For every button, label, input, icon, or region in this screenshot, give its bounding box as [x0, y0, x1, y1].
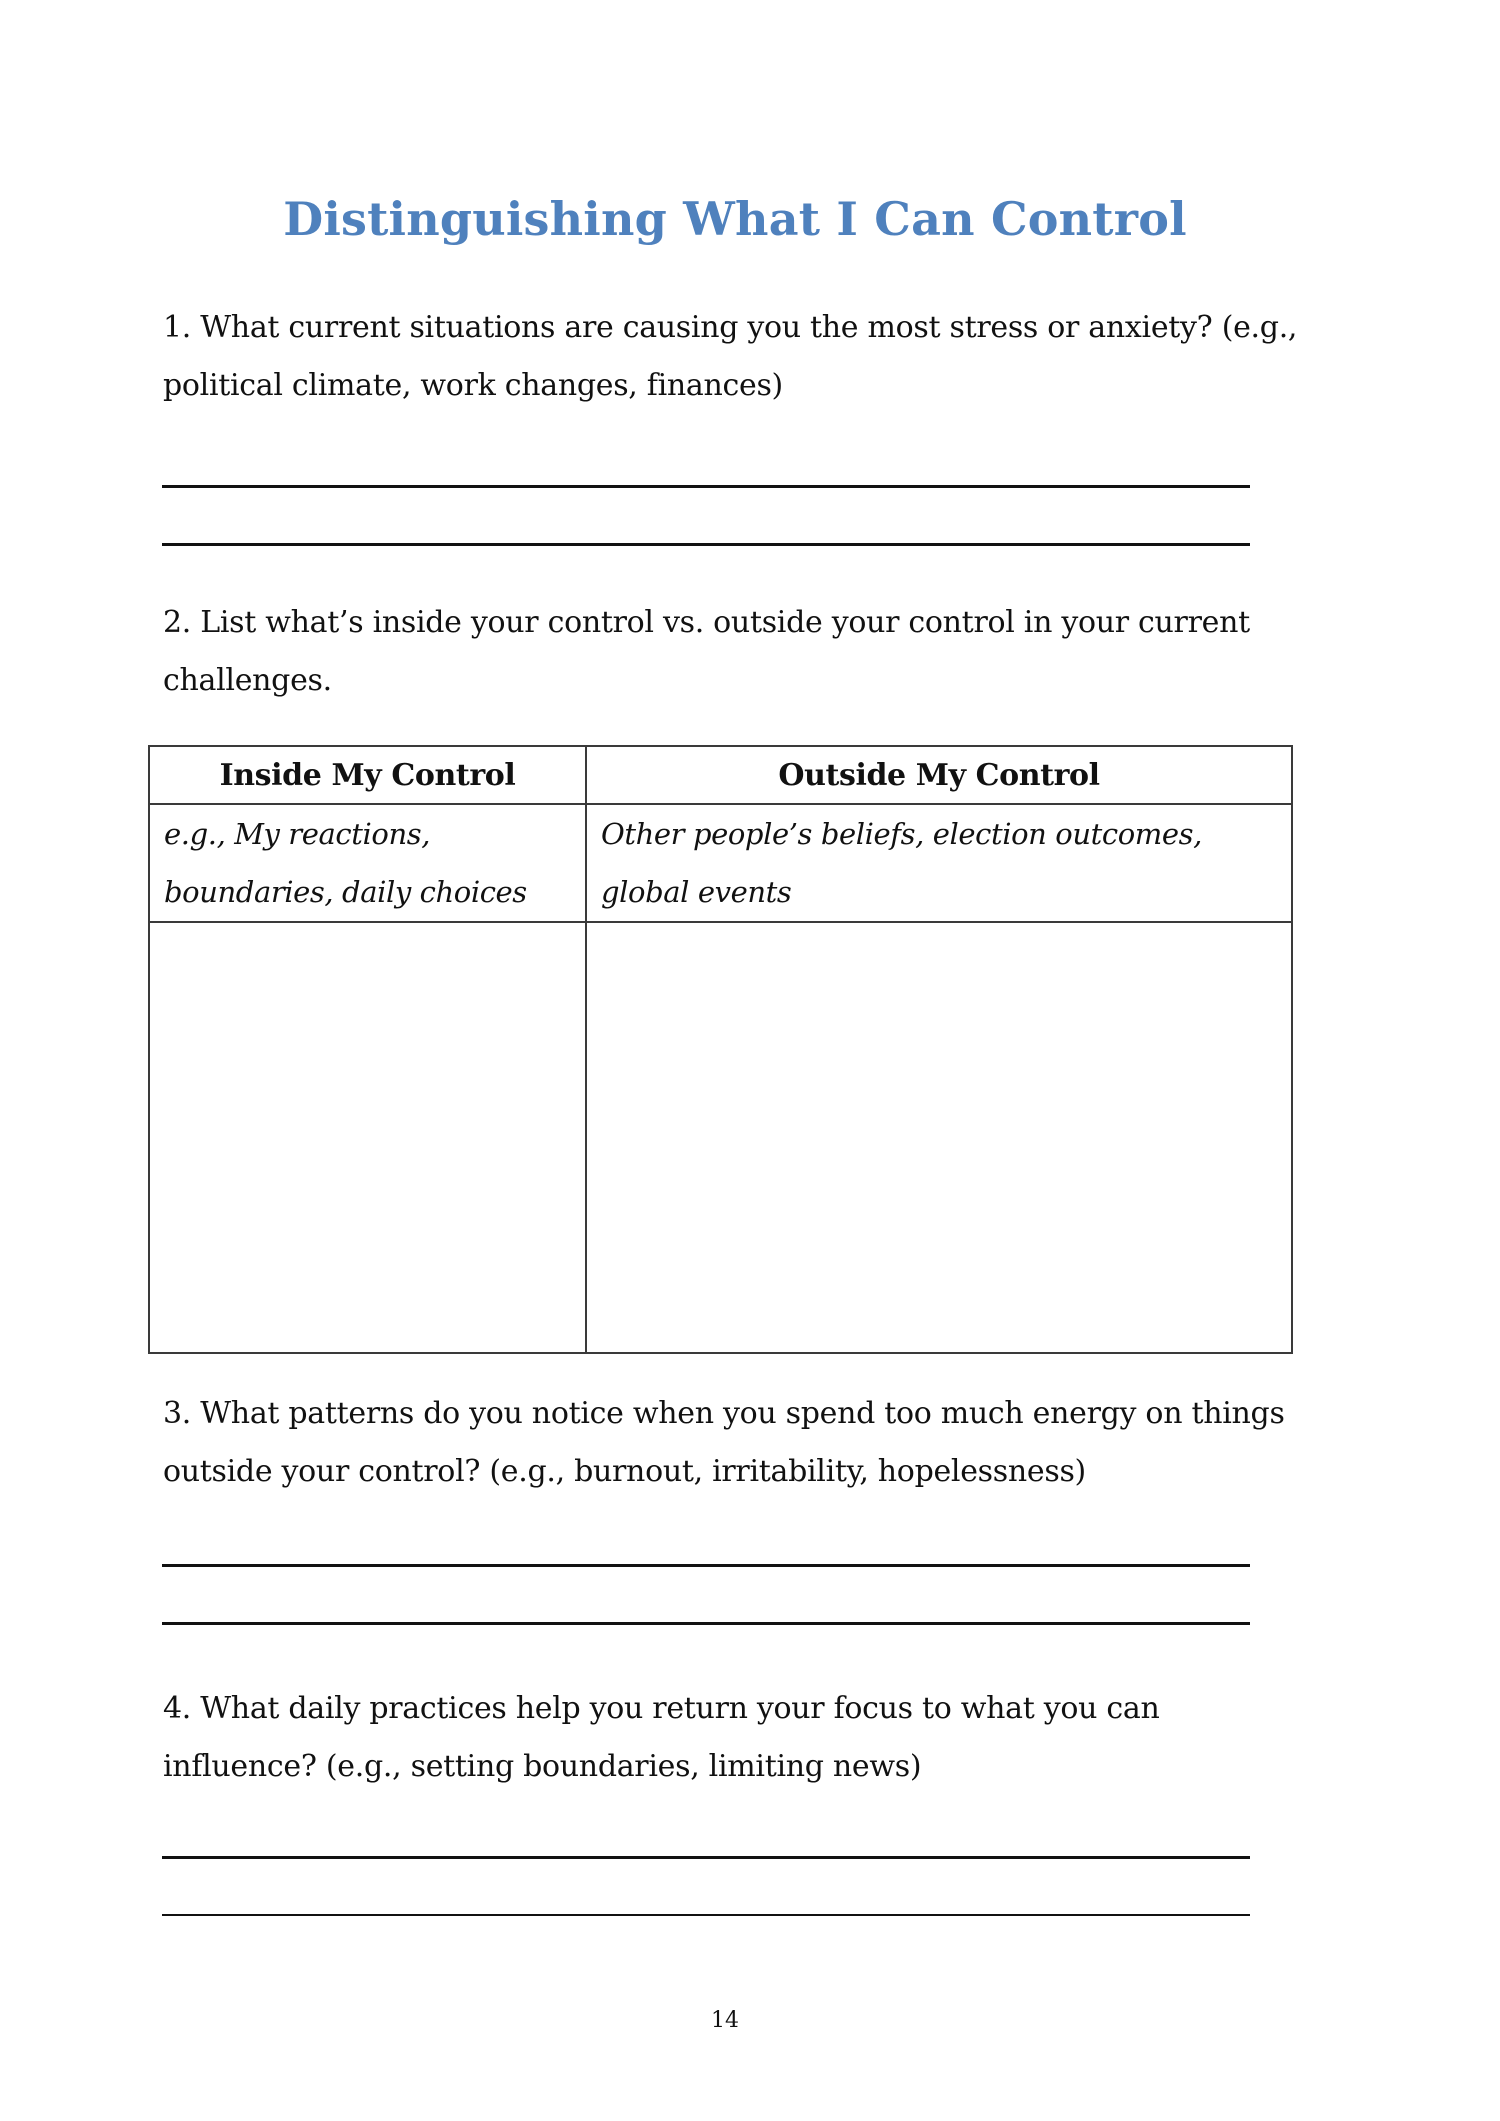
- answer-line-q3-2[interactable]: [162, 1622, 1250, 1625]
- header-inside-my-control: Inside My Control: [149, 746, 586, 804]
- outside-control-answer-cell[interactable]: [586, 922, 1292, 1353]
- answer-line-q1-1[interactable]: [162, 485, 1250, 488]
- example-inside-cell: e.g., My reactions, boundaries, daily choices: [149, 804, 586, 922]
- answer-line-q4-2[interactable]: [162, 1914, 1250, 1916]
- control-table: [148, 745, 1293, 1354]
- question-3: 3. What patterns do you notice when you spend too much energy on things outside your control? (e.g., burnout, irritability, hopelessness): [163, 1396, 1285, 1489]
- answer-line-q1-2[interactable]: [162, 543, 1250, 546]
- question-1: 1. What current situations are causing you the most stress or anxiety? (e.g., political climate, work changes, finances): [163, 310, 1298, 403]
- table-row-blank: [149, 922, 1292, 1353]
- answer-line-q3-1[interactable]: [162, 1564, 1250, 1567]
- example-outside-cell: Other people’s beliefs, election outcomes, global events: [586, 804, 1292, 922]
- table-header-row: [149, 746, 1292, 804]
- header-outside-my-control: Outside My Control: [586, 746, 1292, 804]
- question-2: 2. List what’s inside your control vs. outside your control in your current challenges.: [163, 605, 1250, 698]
- table-row-example: [149, 804, 1292, 922]
- question-4: 4. What daily practices help you return your focus to what you can influence? (e.g., setting boundaries, limiting news): [163, 1691, 1160, 1784]
- page-title: Distinguishing What I Can Control: [283, 192, 1187, 246]
- inside-control-answer-cell[interactable]: [149, 922, 586, 1353]
- answer-line-q4-1[interactable]: [162, 1856, 1250, 1859]
- page-number: 14: [711, 2008, 739, 2033]
